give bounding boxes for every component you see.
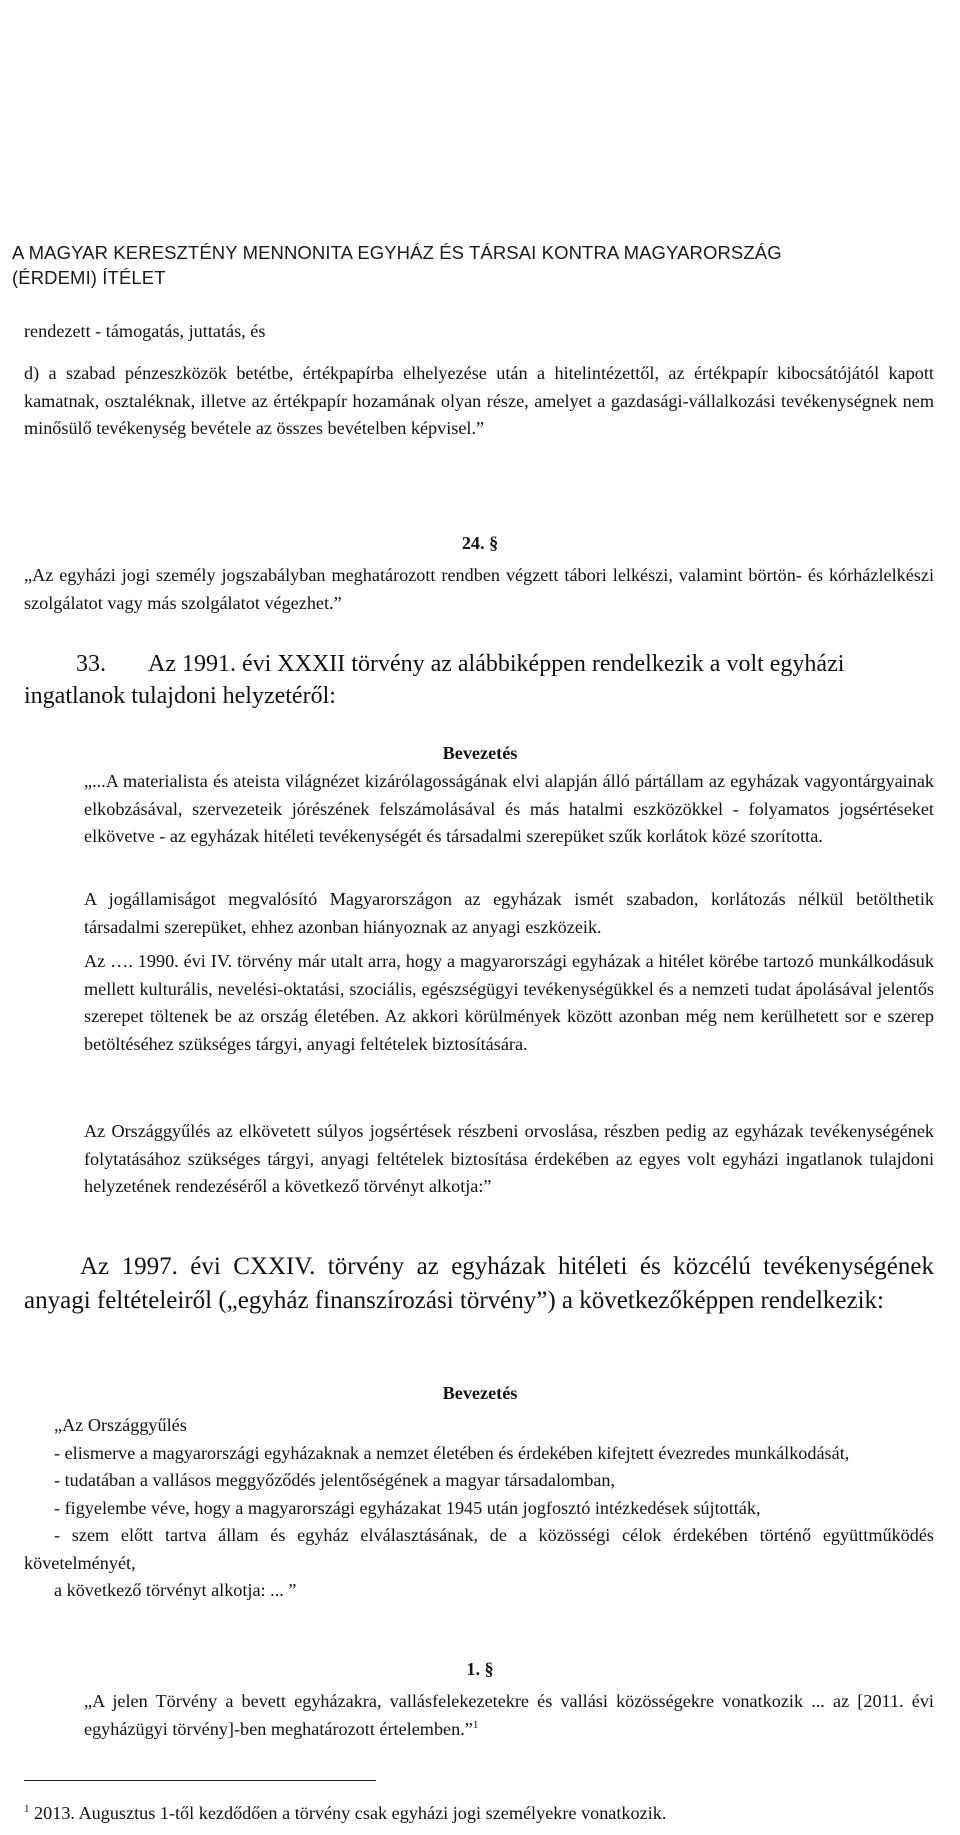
section-1-body: „A jelen Törvény a bevett egyházakra, vallásfelekezetekre és vallási közösségekre vonatkozik ... az [2011. évi egyházügyi törvény]-ben meghatározott értelemben.” <box>84 1691 934 1739</box>
section-1-heading: 1. § <box>466 1659 494 1679</box>
footnote-divider <box>24 1780 376 1781</box>
preamble-1-paragraph-1: „...A materialista és ateista világnézet kizárólagosságának elvi alapján álló pártállam az egyházak vagyontárgyainak elkobzásával, szervezeteik jórészének felszámolásával és más hatalmi eszközökkel - folyamatos jogsértéseket elkövetve - az egyházak hitéleti tevékenységét és társadalmi szerepüket szűk korlátok közé szorította. <box>84 771 934 846</box>
preamble-2-body <box>24 1412 934 1605</box>
item-c-continuation: rendezett - támogatás, juttatás, és <box>24 321 266 341</box>
running-header <box>12 240 942 290</box>
header-title-line1: A MAGYAR KERESZTÉNY MENNONITA EGYHÁZ ÉS TÁRSAI KONTRA MAGYARORSZÁG <box>12 242 782 263</box>
preamble-2-item-1: - elismerve a magyarországi egyházaknak a nemzet életében és érdekében kifejtett évezredes munkálkodását, <box>54 1442 850 1463</box>
header-title-line2: (ÉRDEMI) ÍTÉLET <box>12 267 166 288</box>
paragraph-33-text: Az 1991. évi XXXII törvény az alábbiképpen rendelkezik a volt egyházi ingatlanok tulajdoni helyzetéről: <box>24 651 845 709</box>
preamble-2-opening: „Az Országgyűlés <box>54 1415 187 1435</box>
paragraph-33 <box>24 648 934 712</box>
section-1-text <box>84 1688 934 1743</box>
footnote-reference[interactable]: 1 <box>472 1718 479 1731</box>
preamble-2-item-4: - szem előtt tartva állam és egyház elválasztásának, de a közösségi célok érdekében történő együttműködés követelményét, <box>24 1525 934 1573</box>
section-24-text: „Az egyházi jogi személy jogszabályban meghatározott rendben végzett tábori lelkészi, valamint börtön- és kórházlelkészi szolgálatot vagy más szolgálatot végezhet.” <box>24 565 934 613</box>
act-1997-paragraph: Az 1997. évi CXXIV. törvény az egyházak hitéleti és közcélú tevékenységének anyagi feltételeiről („egyház finanszírozási törvény”) a következőképpen rendelkezik: <box>24 1253 934 1314</box>
preamble-1-paragraph-4: Az Országgyűlés az elkövetett súlyos jogsértések részbeni orvoslása, részben pedig az egyházak tevékenységének folytatásához szükséges tárgyi, anyagi feltételek biztosítása érdekében az egyes volt egyházi ingatlanok tulajdoni helyzetének rendezéséről a következő törvényt alkotja:” <box>84 1121 934 1196</box>
preamble-1-paragraph-3: Az …. 1990. évi IV. törvény már utalt arra, hogy a magyarországi egyházak a hitélet körébe tartozó munkálkodásuk mellett kulturális, nevelési-oktatási, szociális, egészségügyi tevékenységükkel és a nemzeti tudat ápolásával jelentős szerepet töltenek be az ország életében. Az akkori körülmények között azonban még nem kerülhetett sor e szerep betöltéséhez szükséges tárgyi, anyagi feltételek biztosítására. <box>84 951 934 1054</box>
paragraph-33-number: 33. <box>76 651 106 677</box>
preamble-1-paragraph-2: A jogállamiságot megvalósító Magyarországon az egyházak ismét szabadon, korlátozás nélkül betölthetik társadalmi szerepüket, ehhez azonban hiányoznak az anyagi eszközeik. <box>84 889 934 937</box>
section-24-heading: 24. § <box>461 533 499 553</box>
item-d-paragraph: d) a szabad pénzeszközök betétbe, értékpapírba elhelyezése után a hitelintézettől, az értékpapír kibocsátójától kapott kamatnak, osztaléknak, illetve az értékpapír hozamának olyan része, amelyet a gazdasági-vállalkozási tevékenységnek nem minősülő tevékenység bevétele az összes bevételben képvisel.” <box>24 363 934 438</box>
footnote-number: 1 <box>24 1802 30 1815</box>
preamble-1-heading: Bevezetés <box>442 743 518 763</box>
footnote-text: 2013. Augusztus 1-től kezdődően a törvény csak egyházi jogi személyekre vonatkozik. <box>34 1803 667 1823</box>
preamble-2-heading: Bevezetés <box>442 1383 518 1403</box>
preamble-2-closing: a következő törvényt alkotja: ... ” <box>54 1580 297 1600</box>
preamble-2-item-2: - tudatában a vallásos meggyőződés jelentőségének a magyar társadalomban, <box>54 1470 616 1490</box>
preamble-2-item-3: - figyelembe véve, hogy a magyarországi egyházakat 1945 után jogfosztó intézkedések sújtották, <box>54 1497 761 1518</box>
footnote <box>24 1801 666 1825</box>
